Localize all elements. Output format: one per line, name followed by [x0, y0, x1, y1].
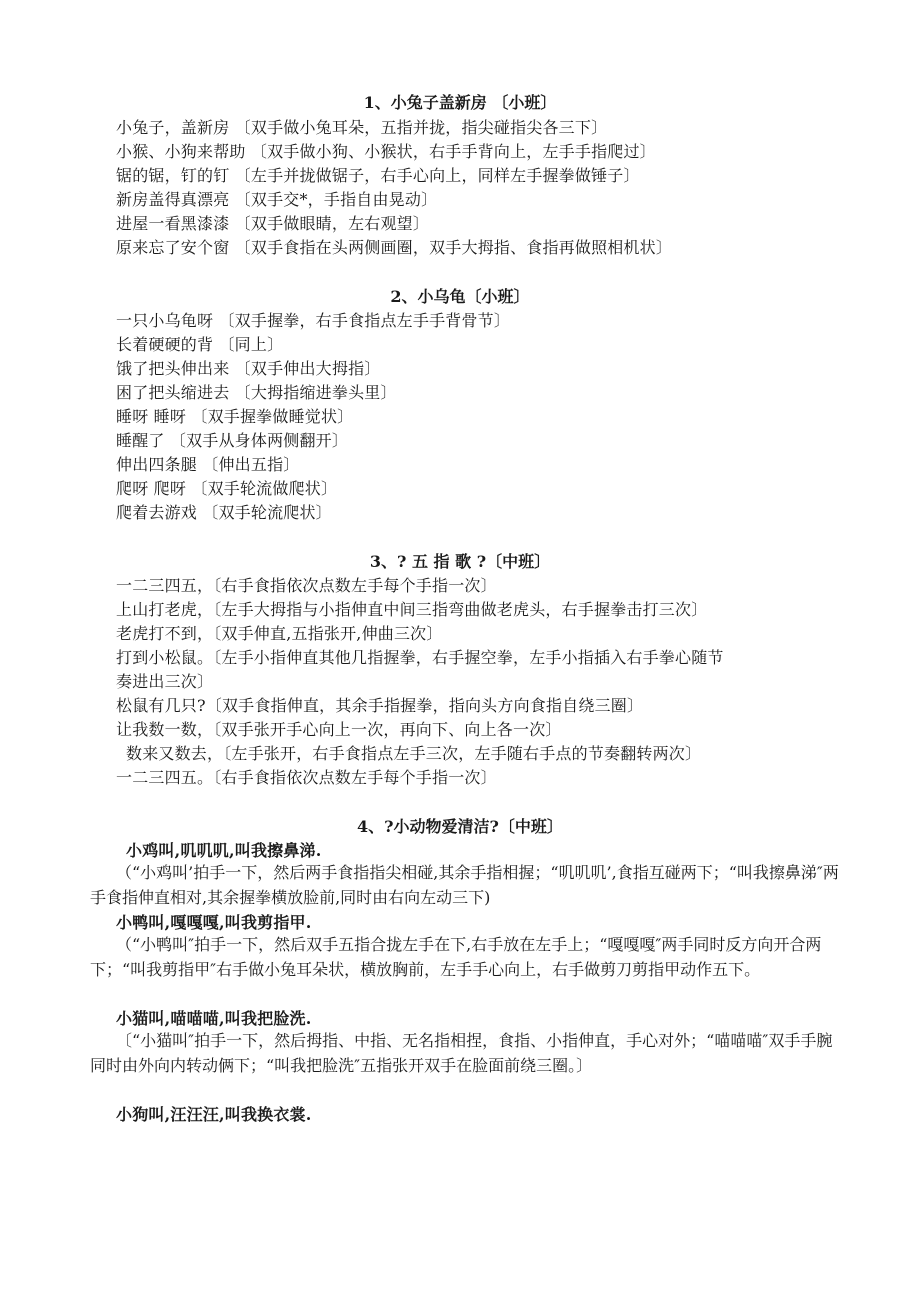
section-3-line-6: 松鼠有几只?〔双手食指伸直，其余手指握拳，指向头方向食指自绕三圈〕 [116, 696, 644, 715]
section-3-line-1: 一二三四五，〔右手食指依次点数左手每个手指一次〕 [116, 576, 497, 595]
section-2-line-1: 一只小乌龟呀 〔双手握拳，右手食指点左手手背骨节〕 [116, 311, 511, 330]
section-2-line-6: 睡醒了 〔双手从身体两侧翻开〕 [116, 431, 349, 450]
section-3-title: 3、? 五 指 歌 ?〔中班〕 [369, 552, 551, 571]
section-4-note-1-text: （“小鸡叫’拍手一下，然后两手食指指尖相碰,其余手指相握；“叽叽叽’,食指互碰两下；“叫我擦鼻涕″两手食指伸直相对,其余握拳横放脸前,同时由右向左动三下) [90, 863, 839, 907]
section-3-line-3: 老虎打不到，〔双手伸直,五指张开,伸曲三次〕 [116, 624, 443, 643]
section-4-verse-4: 小狗叫,汪汪汪,叫我换衣裳. [116, 1105, 312, 1124]
section-3-line-9: 一二三四五。〔右手食指依次点数左手每个手指一次〕 [116, 768, 497, 787]
section-2-title: 2、小乌龟〔小班〕 [390, 287, 530, 306]
section-1-line-5: 进屋一看黑漆漆 〔双手做眼睛，左右观望〕 [116, 214, 430, 233]
section-4-note-2-text: （“小鸭叫″拍手一下，然后双手五指合拢左手在下,右手放在左手上；“嘎嘎嘎″两手同时反方向开合两下；“叫我剪指甲″右手做小兔耳朵状，横放胸前，左手手心向上，右手做剪刀剪指甲动作五下。 [90, 935, 822, 979]
section-1-line-1: 小兔子，盖新房 〔双手做小兔耳朵，五指并拢，指尖碰指尖各三下〕 [116, 118, 608, 137]
section-1-title: 1、小兔子盖新房 〔小班〕 [363, 93, 557, 112]
section-2-line-3: 饿了把头伸出来 〔双手伸出大拇指〕 [116, 359, 381, 378]
section-2-line-8: 爬呀 爬呀 〔双手轮流做爬状〕 [116, 479, 338, 498]
section-3-line-5: 奏进出三次〕 [116, 672, 214, 691]
section-3-line-8: 数来又数去，〔左手张开，右手食指点左手三次，左手随右手点的节奏翻转两次〕 [126, 744, 702, 763]
section-4-verse-2: 小鸭叫,嘎嘎嘎,叫我剪指甲. [116, 913, 312, 932]
section-3-line-2: 上山打老虎，〔左手大拇指与小指伸直中间三指弯曲做老虎头，右手握拳击打三次〕 [116, 600, 708, 619]
section-4-verse-3: 小猫叫,喵喵喵,叫我把脸洗. [116, 1009, 312, 1028]
section-2-line-9: 爬着去游戏 〔双手轮流爬状〕 [116, 503, 332, 522]
section-4-note-3 [90, 1028, 842, 1078]
section-4-note-2 [90, 932, 842, 982]
section-4-verse-1: 小鸡叫,叽叽叽,叫我擦鼻涕. [126, 841, 322, 860]
section-3-line-4: 打到小松鼠。〔左手小指伸直其他几指握拳，右手握空拳，左手小指插入右手拳心随节 [116, 648, 724, 667]
section-2-line-2: 长着硬硬的背 〔同上〕 [116, 335, 284, 354]
section-1-line-4: 新房盖得真漂亮 〔双手交*，手指自由晃动〕 [116, 190, 438, 209]
section-2-line-4: 困了把头缩进去 〔大拇指缩进拳头里〕 [116, 383, 397, 402]
section-1-line-3: 锯的锯，钉的钉 〔左手并拢做锯子，右手心向上，同样左手握拳做锤子〕 [116, 166, 640, 185]
section-2-line-5: 睡呀 睡呀 〔双手握拳做睡觉状〕 [116, 407, 354, 426]
section-4-note-1 [90, 860, 842, 910]
section-1-line-2: 小猴、小狗来帮助 〔双手做小狗、小猴状，右手手背向上，左手手指爬过〕 [116, 142, 656, 161]
section-3-line-7: 让我数一数，〔双手张开手心向上一次，再向下、向上各一次〕 [116, 720, 562, 739]
section-2-line-7: 伸出四条腿 〔伸出五指〕 [116, 455, 300, 474]
section-4-note-3-text: 〔“小猫叫″拍手一下，然后拇指、中指、无名指相捏，食指、小指伸直，手心对外；“喵喵喵″双手手腕同时由外向内转动俩下；“叫我把脸洗″五指张开双手在脸面前绕三圈。〕 [90, 1031, 833, 1075]
section-4-title: 4、?小动物爱清洁?〔中班〕 [357, 817, 563, 836]
section-1-line-6: 原来忘了安个窗 〔双手食指在头两侧画圈，双手大拇指、食指再做照相机状〕 [116, 238, 673, 257]
